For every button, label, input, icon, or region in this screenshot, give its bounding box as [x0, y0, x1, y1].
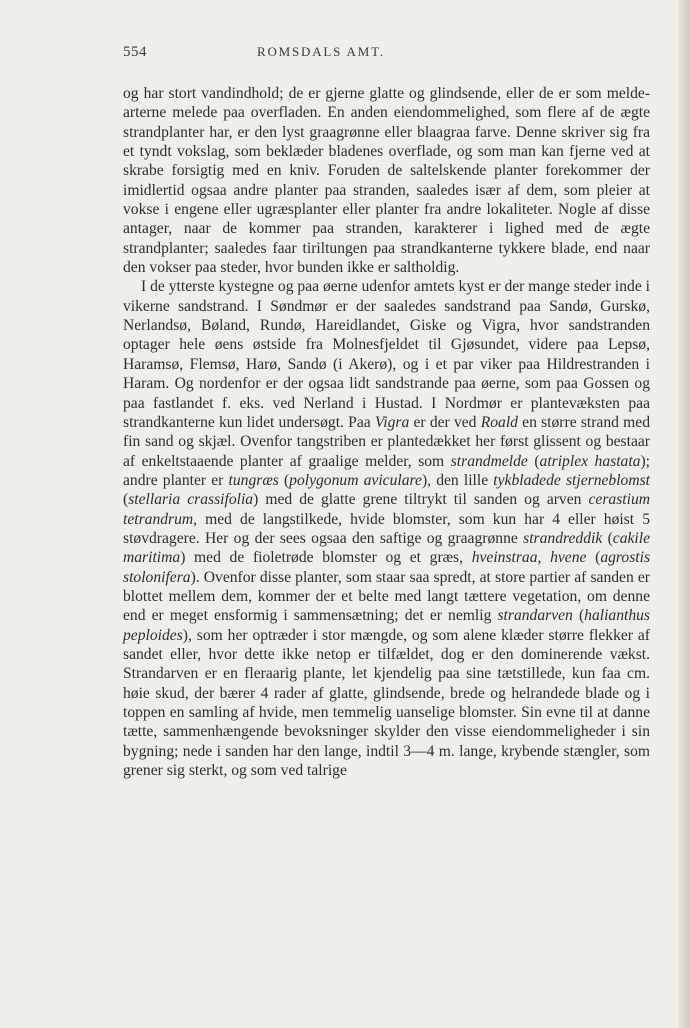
italic-term: polygonum aviculare [289, 471, 422, 489]
page-number: 554 [123, 44, 147, 60]
italic-term: strandmelde [450, 452, 528, 470]
text-run: ( [572, 607, 585, 625]
italic-term: agrostis stolonifera [123, 549, 651, 586]
text-run: ) med de fioletrøde blomster og et græs, [180, 549, 472, 567]
italic-term: cakile maritima [123, 529, 651, 567]
italic-term: tykbladede stjerneblomst [493, 471, 651, 489]
italic-term: cerastium tetrandrum [123, 491, 650, 528]
italic-term: hveinstraa, hvene [471, 549, 587, 567]
text-run: og har stort vandindhold; de er gjerne glatte og glindsende, eller de er som melde-arterne melede paa overfladen. En anden eiendommelighed, som flere af de ægte strandplanter har, er den lyst graagrønne eller blaagraa farve. Denne skriver sig fra et tyndt vokslag, som beklæder bladenes overflade, og som man kan fjerne ved at skrabe forsigtig med en kniv. Foruden de saltelskende planter forekommer der imidlertid ogsaa andre planter paa stranden, saaledes især af dem, som pleier at vokse i engene eller ugræsplanter eller planter fra andre lokaliteter. Nogle af disse antager, naar de kommer paa stranden, karakterer i lighed med de ægte strandplanter; saaledes faar tiriltungen paa strandkanterne tykkere blade, end naar den vokser paa steder, hvor bunden ikke er saltholdig. [123, 85, 650, 277]
italic-term: Vigra [374, 413, 410, 431]
text-run: I de ytterste kystegne og paa øerne udenfor amtets kyst er der mange steder inde i vikerne sandstrand. I Søndmør er der saaledes sandstrand paa Sandø, Gurskø, Nerlandsø, Bøland, Rundø, Hareidlandet, Giske og Vigra, hvor sandstranden optager hele øens østside fra Molnesfjeldet til Gjøsundet, videre paa Lepsø, Haramsø, Flemsø, Harø, Sandø (i Akerø), og i et par viker paa Hildrestranden i Haram. Og nordenfor er der ogsaa lidt sandstrande paa øerne, som paa Gossen og paa fastlandet f. eks. ved Nerland i Hustad. I Nordmør er plantevæksten paa strandkanterne kun lidet undersøgt. Paa [123, 278, 650, 431]
text-run: er der ved [409, 413, 481, 431]
body-text [123, 84, 650, 780]
italic-term: stellaria crassifolia [128, 491, 254, 509]
text-run: ), den lille [421, 471, 494, 489]
italic-term: strandreddik [523, 529, 603, 547]
text-run: ( [586, 549, 601, 567]
text-run: ); andre planter er [123, 452, 651, 489]
text-run: ( [278, 471, 290, 489]
page-edge-shadow [678, 0, 690, 1028]
paragraph [123, 84, 650, 277]
text-run: ), som her optræder i stor mængde, og som alene klæder større flekker af sandet eller, hvor dette ikke netop er tilfældet, dog er den dominerende vækst. Strandarven er en fleraarig plante, let kjendelig paa sine tætstillede, kun faa cm. høie skud, der bærer 4 rader af glatte, glindsende, brede og helrandede blade og i toppen en samling af hvide, men temmelig uanselige blomster. Sin evne til at danne tætte, sammenhængende bevoksninger skylder den visse eiendommeligheder i sin bygning; nede i sanden har den lange, indtil 3—4 m. lange, krybende stængler, som grener sig sterkt, og som ved talrige [123, 626, 650, 780]
page-header [123, 44, 653, 70]
italic-term: strandarven [497, 607, 573, 625]
text-run: en større strand med fin sand og skjæl. Ovenfor tangstriben er plantedækket her først glissent og bestaar af enkeltstaaende planter af graalige melder, som [123, 413, 651, 470]
running-title: ROMSDALS AMT. [257, 44, 385, 59]
text-run: , med de langstilkede, hvide blomster, som kun har 4 eller høist 5 støvdragere. Her og der sees ogsaa den saftige og graagrønne [123, 510, 650, 547]
text-run: ( [602, 529, 613, 547]
italic-term: halianthus peploides [123, 607, 650, 644]
italic-term: atriplex hastata [539, 452, 641, 470]
text-run: ) med de glatte grene tiltrykt til sanden og arven [253, 491, 589, 509]
text-run: ). Ovenfor disse planter, som staar saa spredt, at store partier af sanden er blottet mellem dem, kommer der et belte med langt tættere vegetation, om denne end er meget ensformig i sammensætning; det er nemlig [123, 568, 650, 625]
italic-term: Roald [480, 413, 518, 431]
paragraph [123, 277, 650, 780]
text-run: ( [527, 452, 540, 470]
text-run: ( [123, 491, 129, 509]
italic-term: tungræs [228, 471, 279, 489]
